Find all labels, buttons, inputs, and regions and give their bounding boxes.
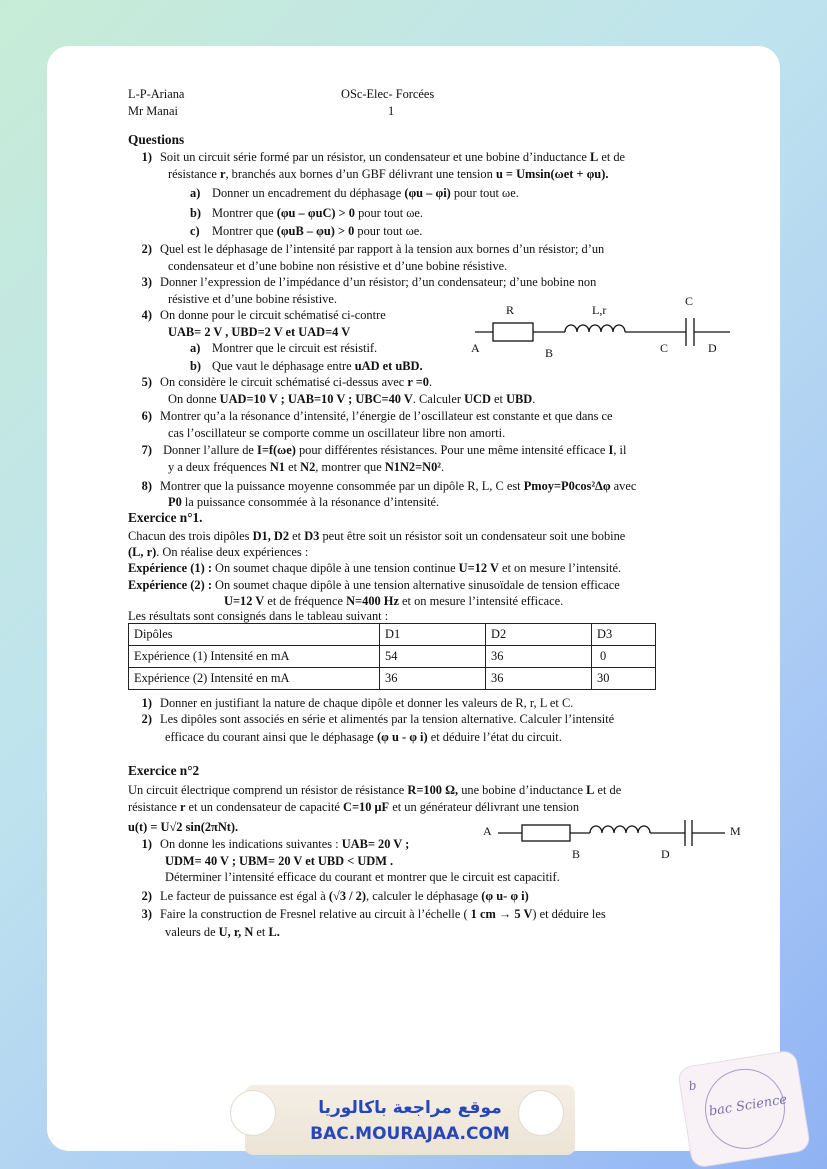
q4-a-label: a) [190,341,201,355]
q4-a-text: Montrer que le circuit est résistif. [212,341,378,355]
ex1-q2-l2-text: efficace du courant ainsi que le déphasage [165,730,378,744]
q1-number: 1) [141,150,152,164]
ex2-q1-line2: UDM= 40 V ; UBM= 20 V et UBD < UDM . [165,854,394,868]
q5-r0: r =0 [407,375,430,389]
q4-b-label: b) [190,359,202,373]
ex1-line2 [128,544,308,561]
q7-relation: N1N2=N0² [384,460,442,474]
ex2-q3-values: U, r, N [218,925,254,939]
results-table [128,623,656,690]
table-row [129,646,656,668]
ex2-line1 [128,782,621,799]
table-cell: 0 [592,646,656,668]
ex1-and: et [289,529,305,543]
q1-l2-mid: , branchés aux bornes d’un GBF délivrant une tension [225,167,496,181]
q5-line1 [128,374,432,391]
q7-line1 [128,442,626,459]
q7-end: , il [613,443,627,457]
q8-text: Montrer que la puissance moyenne consommée par un dipôle R, L, C est [160,479,524,493]
q1-c-text: Montrer que [212,224,277,238]
q5-values: UAD=10 V ; UAB=10 V ; UBC=40 V [219,392,413,406]
q2-line1 [128,241,604,258]
q7-l2-mid: , montrer que [315,460,385,474]
ex1-e2-frequency: N=400 Hz [346,594,399,608]
q7-mid: pour différentes résistances. Pour une même intensité efficace [295,443,609,457]
q8-formula: Pmoy=P0cos²Δφ [523,479,611,493]
q3-line2: résistive et d’une bobine résistive. [168,292,337,306]
ex1-q1-number: 1) [141,696,152,710]
q1-c-label: c) [190,224,200,238]
table-cell: 36 [486,668,592,690]
table-row [129,668,656,690]
q1-l2-text: résistance [168,167,220,181]
header-subject: OSc-Elec- Forcées [341,87,435,101]
resistor-symbol [493,323,533,341]
q5-dot: . [429,375,433,389]
table-cell: 30 [592,668,656,690]
q2-number: 2) [141,242,152,256]
ex1-line1 [128,528,625,545]
ex1-l1-text: Chacun des trois dipôles [128,529,253,543]
ex2-q3 [128,906,606,923]
ex1-experience1 [128,560,621,577]
table-header-cell: D3 [592,624,656,646]
node-B: B [572,847,581,861]
q1-line2 [168,166,608,183]
q7-l2-end: . [441,460,445,474]
ex1-lr: (L, r) [128,545,157,559]
q1-text: Soit un circuit série formé par un résistor, un condensateur et une bobine d’inductance [160,150,590,164]
label-R: R [506,303,515,317]
ex1-q2-text: Les dipôles sont associés en série et alimentés par la tension alternative. Calculer l’intensité [160,712,615,726]
ex2-l1-mid: une bobine d’inductance [458,783,587,797]
q2-line2: condensateur et d’une bobine non résistive et d’une bobine résistive. [168,259,508,273]
ex2-q2-number: 2) [141,889,152,903]
ex1-e1-text: On soumet chaque dipôle à une tension continue [211,561,459,575]
label-Lr: L,r [592,303,607,317]
q1-a-end: pour tout ωe. [450,186,519,200]
ex2-q2-text: Le facteur de puissance est égal à [160,889,329,903]
q1-text-end: et de [598,150,626,164]
ex2-title: Exercice n°2 [128,763,200,778]
ex2-q3-and: et [253,925,269,939]
q1-c-end: pour tout ωe. [354,224,423,238]
header-school: L-P-Ariana [128,87,185,101]
ex2-q1-line3: Déterminer l’intensité efficace du courant et montrer que le circuit est capacitif. [165,870,560,884]
q7-number: 7) [141,443,152,457]
table-cell: 54 [380,646,486,668]
table-cell: Expérience (2) Intensité en mA [129,668,380,690]
ex2-q2-factor: (√3 / 2) [328,889,367,903]
q5-number: 5) [141,375,152,389]
label-C: C [685,294,694,308]
q4-line1 [128,307,386,324]
ex2-q3-line2 [165,924,280,941]
ex1-table-intro: Les résultats sont consignés dans le tableau suivant : [128,609,389,623]
node-C: C [660,341,669,355]
q3-line1 [128,274,596,291]
ex1-q2-l2-end: et déduire l’état du circuit. [427,730,562,744]
q4-b [190,358,423,375]
ex1-experience2 [128,577,620,594]
q1-L: L [589,150,599,164]
ex1-e2-end: et on mesure l’intensité efficace. [398,594,564,608]
ex1-l1-end: peut être soit un résistor soit un condensateur soit une bobine [319,529,626,543]
q8-line1 [128,478,636,495]
node-A: A [471,341,480,355]
table-header-cell: Dipôles [129,624,380,646]
q1-a [190,185,519,202]
footer-site-link[interactable]: BAC.MOURAJAA.COM [310,1124,510,1144]
footer-arabic-title[interactable]: موقع مراجعة باكالوريا [318,1098,502,1118]
ex2-q3-L: L. [268,925,280,939]
q6-text: Montrer qu’a la résonance d’intensité, l’énergie de l’oscillateur est constante et que dans ce [160,409,613,423]
q7-l2-text: y a deux fréquences [168,460,270,474]
resistor-symbol [522,825,570,841]
ex1-q2-phase: (φ u - φ i) [377,730,428,744]
q8-l2-text: la puissance consommée à la résonance d’intensité. [181,495,440,509]
q7-line2 [168,459,444,476]
ex2-C: C=10 μF [343,800,390,814]
logo-letter: b [687,1078,698,1094]
table-header-cell: D2 [486,624,592,646]
q8-end: avec [610,479,637,493]
ex2-q3-text: Faire la construction de Fresnel relative au circuit à l’échelle ( [160,907,471,921]
q5-end: . [532,392,536,406]
q8-line2 [168,494,439,511]
q2-text: Quel est le déphasage de l’intensité par rapport à la tension aux bornes d’un résistor; d’un [160,242,605,256]
ex1-title: Exercice n°1. [128,510,203,525]
ex1-e1-label: Expérience (1) : [128,561,212,575]
ex2-voltage-formula: u(t) = U√2 sin(2πNt). [128,820,239,834]
coil-symbol [565,325,625,332]
ex2-L: L [586,783,595,797]
q1-b [190,205,423,222]
q5-text: On considère le circuit schématisé ci-dessus avec [160,375,408,389]
ex2-q1-number: 1) [141,837,152,851]
ex1-q1-text: Donner en justifiant la nature de chaque dipôle et donner les valeurs de R, r, L et C. [160,696,574,710]
q5-ucd: UCD [464,392,491,406]
ex1-e1-voltage: U=12 V [458,561,499,575]
ex2-q3-l2-text: valeurs de [165,925,219,939]
node-D: D [661,847,670,861]
q1-c-formula: (φuB – φu) > 0 [276,224,355,238]
q8-p0: P0 [168,495,182,509]
ex1-q2 [128,711,614,728]
q7-n2: N2 [300,460,316,474]
q3-text: Donner l’expression de l’impédance d’un résistor; d’un condensateur; d’une bobine non [160,275,597,289]
q7-formula: I=f(ωe) [257,443,296,457]
ex2-R: R=100 Ω, [407,783,459,797]
q1-r: r [219,167,226,181]
ex1-e2-label: Expérience (2) : [128,578,212,592]
ex2-q2-mid: , calculer le déphasage [366,889,482,903]
header-page-number: 1 [388,104,395,118]
q1-b-label: b) [190,206,202,220]
ex1-e1-end: et on mesure l’intensité. [498,561,622,575]
table-cell: Expérience (1) Intensité en mA [129,646,380,668]
ex2-l2-mid: et un condensateur de capacité [185,800,344,814]
q1-c [190,223,422,240]
ex2-q3-scale: 1 cm → 5 V [470,907,533,921]
table-cell: 36 [380,668,486,690]
ex2-l2-end: et un générateur délivrant une tension [389,800,580,814]
ex2-q2-phase: (φ u- φ i) [481,889,529,903]
ex1-q1 [128,695,573,712]
circuit-diagram-2 [480,815,745,865]
q5-line2 [168,391,535,408]
q5-ubd: UBD [506,392,533,406]
node-A: A [483,824,492,838]
q1-line1 [128,149,625,166]
table-header-row [129,624,656,646]
ex1-e2-text: On soumet chaque dipôle à une tension alternative sinusoïdale de tension efficace [211,578,620,592]
q1-b-end: pour tout ωe. [355,206,424,220]
circuit-diagram-1 [468,292,738,362]
q5-l2-mid: . Calculer [412,392,465,406]
ex2-line2 [128,799,579,816]
q3-number: 3) [141,275,152,289]
q7-I: I [608,443,614,457]
q6-line1 [128,408,613,425]
node-B: B [545,346,554,360]
ex2-q1 [128,836,409,853]
ex1-q2-number: 2) [141,712,152,726]
q7-and: et [285,460,301,474]
q6-line2: cas l’oscillateur se comporte comme un oscillateur libre non amorti. [168,426,506,440]
q6-number: 6) [141,409,152,423]
q1-b-formula: (φu – φuC) > 0 [276,206,355,220]
bac-science-logo [677,1049,811,1169]
q1-a-formula: (φu – φi) [404,186,451,200]
q4-line2: UAB= 2 V , UBD=2 V et UAD=4 V [168,325,351,339]
left-logo-icon [230,1090,276,1136]
q8-number: 8) [141,479,152,493]
header-teacher: Mr Manai [128,104,178,118]
coil-symbol [590,826,650,833]
q4-number: 4) [141,308,152,322]
q5-and: et [490,392,507,406]
ex2-l1-end: et de [594,783,622,797]
q1-a-label: a) [190,186,201,200]
ex1-d3: D3 [304,529,320,543]
q1-a-text: Donner un encadrement du déphasage [212,186,405,200]
ex2-l1-text: Un circuit électrique comprend un résistor de résistance [128,783,408,797]
q4-b-text: Que vaut le déphasage entre [212,359,355,373]
q4-b-formula: uAD et uBD. [354,359,423,373]
q7-text: Donner l’allure de [160,443,258,457]
node-M: M [730,824,741,838]
ex2-q1-uab: UAB= 20 V ; [341,837,410,851]
ex1-e2-voltage: U=12 V [224,594,265,608]
questions-title: Questions [128,132,185,147]
q5-l2-text: On donne [168,392,220,406]
ex2-l2-text: résistance [128,800,180,814]
ex1-e2-mid: et de fréquence [264,594,347,608]
ex2-q3-end: ) et déduire les [532,907,606,921]
ex2-q1-text: On donne les indications suivantes : [160,837,342,851]
ex2-q2 [128,888,529,905]
node-D: D [708,341,717,355]
q7-n1: N1 [269,460,285,474]
ex2-q3-number: 3) [141,907,152,921]
ex1-q2-line2 [165,729,562,746]
table-header-cell: D1 [380,624,486,646]
ex1-d1d2: D1, D2 [252,529,290,543]
ex1-l2-text: . On réalise deux expériences : [156,545,309,559]
q1-formula: u = Umsin(ωet + φu). [495,167,609,181]
ex2-r: r [179,800,186,814]
q1-b-text: Montrer que [212,206,277,220]
q4-a [190,340,377,357]
logo-text: bac Science [707,1092,789,1120]
q4-text: On donne pour le circuit schématisé ci-contre [160,308,386,322]
table-cell: 36 [486,646,592,668]
